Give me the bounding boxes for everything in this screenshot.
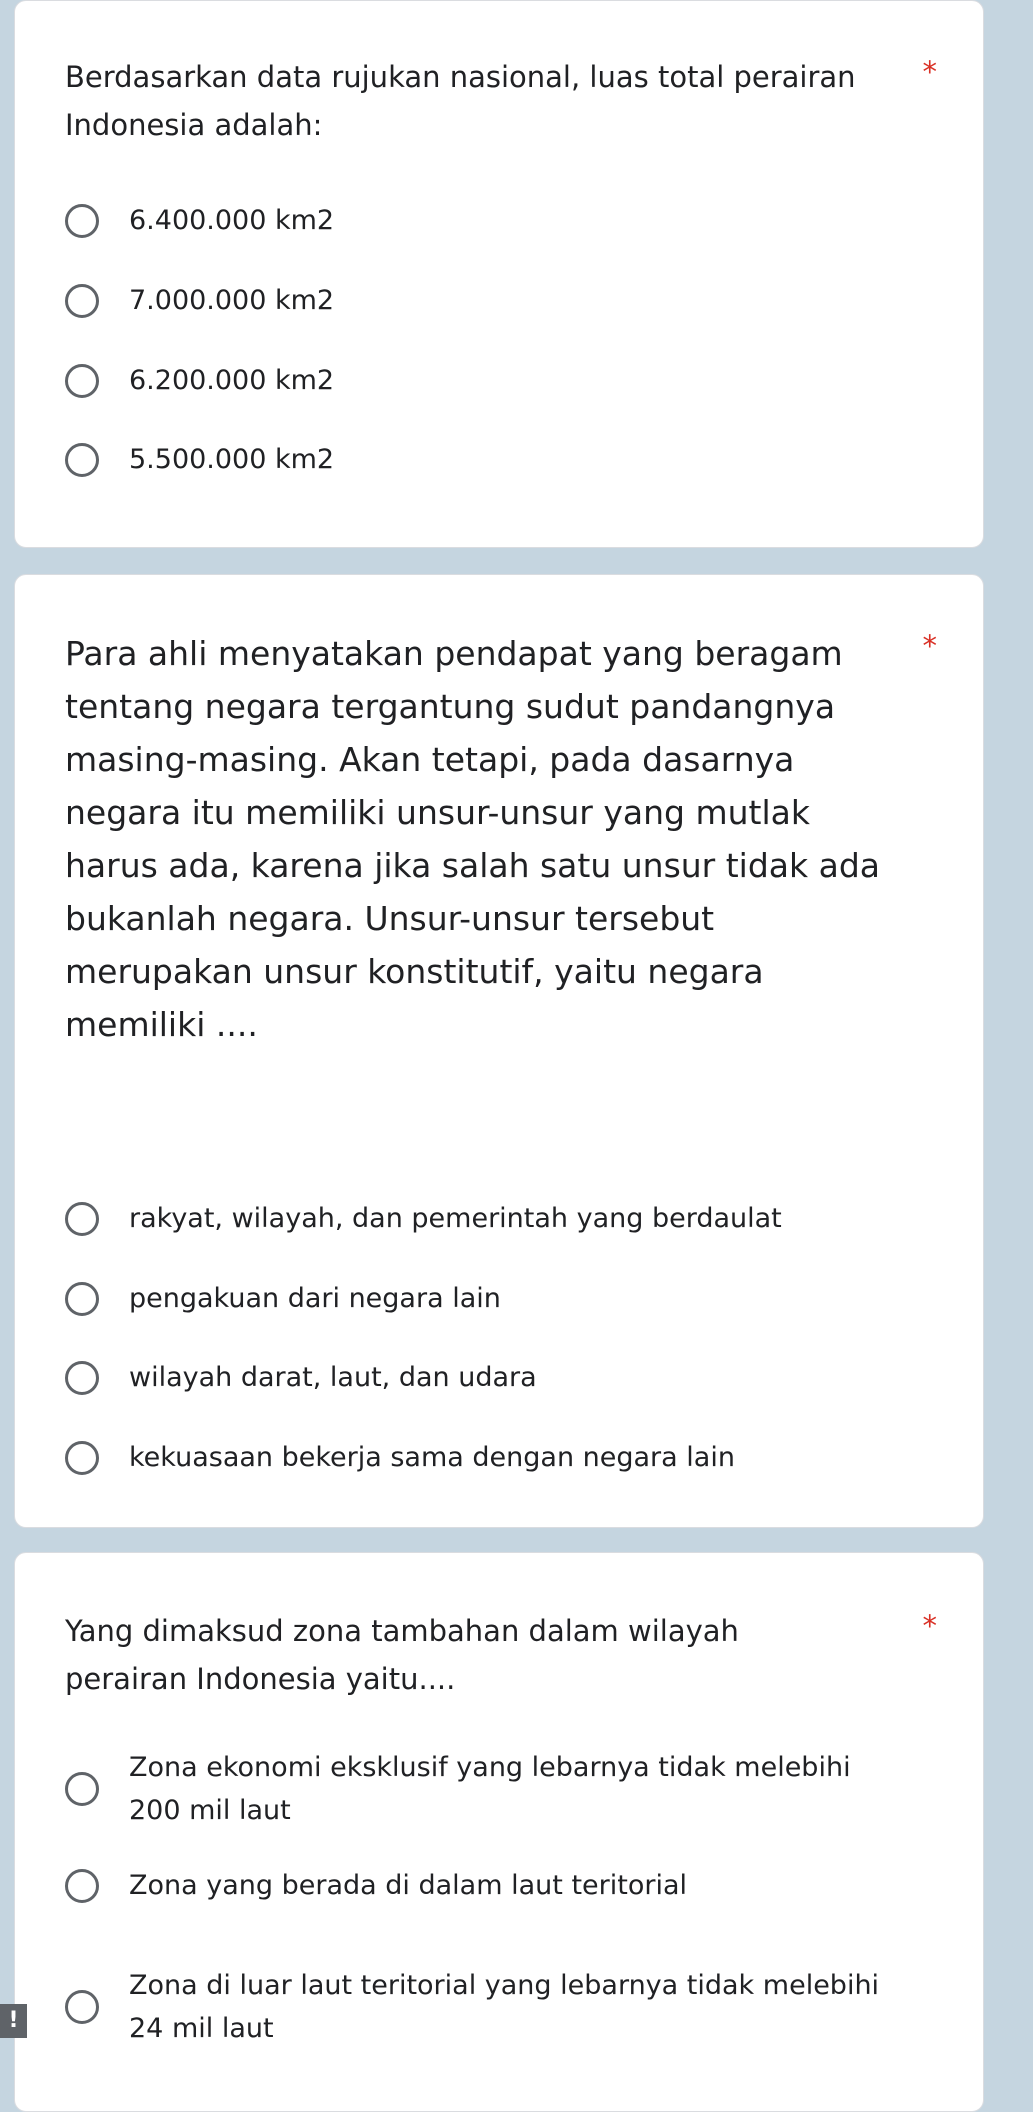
option-label: pengakuan dari negara lain [129, 1283, 501, 1314]
radio-option[interactable] [65, 1197, 943, 1240]
radio-circle-icon[interactable] [65, 1772, 99, 1806]
alert-icon[interactable]: ! [0, 2004, 27, 2038]
radio-circle-icon[interactable] [65, 1441, 99, 1475]
question-title: Para ahli menyatakan pendapat yang beragam tentang negara tergantung sudut pandangnya masing-masing. Akan tetapi, pada dasarnya negara itu memiliki unsur-unsur yang mutlak harus ada, karena jika salah satu unsur tidak ada bukanlah negara. Unsur-unsur tersebut merupakan unsur konstitutif, yaitu negara memiliki .... [65, 634, 881, 1044]
radio-option[interactable] [65, 1436, 943, 1479]
option-label: 6.200.000 km2 [129, 365, 335, 396]
required-asterisk: * [922, 629, 937, 663]
required-asterisk: * [922, 55, 937, 89]
radio-circle-icon[interactable] [65, 1869, 99, 1903]
radio-option[interactable] [65, 1864, 943, 1907]
radio-option[interactable] [65, 199, 943, 242]
radio-circle-icon[interactable] [65, 204, 99, 238]
question-title: Berdasarkan data rujukan nasional, luas total perairan Indonesia adalah: [65, 60, 856, 142]
radio-circle-icon[interactable] [65, 284, 99, 318]
radio-circle-icon[interactable] [65, 1282, 99, 1316]
radio-option[interactable] [65, 438, 943, 481]
option-label: 5.500.000 km2 [129, 444, 335, 475]
radio-circle-icon[interactable] [65, 443, 99, 477]
required-asterisk: * [922, 1609, 937, 1643]
radio-option[interactable] [65, 1356, 943, 1399]
radio-circle-icon[interactable] [65, 1361, 99, 1395]
option-label: 6.400.000 km2 [129, 205, 335, 236]
option-label: rakyat, wilayah, dan pemerintah yang berdaulat [129, 1203, 782, 1234]
radio-option[interactable] [65, 1277, 943, 1320]
option-label: Zona yang berada di dalam laut teritorial [129, 1870, 687, 1901]
radio-circle-icon[interactable] [65, 364, 99, 398]
radio-option[interactable] [65, 279, 943, 322]
question-card-1 [14, 0, 984, 548]
radio-circle-icon[interactable] [65, 1202, 99, 1236]
radio-option[interactable] [65, 1746, 943, 1832]
radio-option[interactable] [65, 1964, 943, 2050]
option-label: kekuasaan bekerja sama dengan negara lain [129, 1442, 735, 1473]
radio-circle-icon[interactable] [65, 1990, 99, 2024]
question-title: Yang dimaksud zona tambahan dalam wilayah perairan Indonesia yaitu.... [65, 1614, 739, 1696]
question-card-2 [14, 574, 984, 1528]
option-label: Zona di luar laut teritorial yang lebarnya tidak melebihi 24 mil laut [129, 1970, 880, 2044]
option-label: 7.000.000 km2 [129, 285, 335, 316]
radio-option[interactable] [65, 359, 943, 402]
option-label: Zona ekonomi eksklusif yang lebarnya tidak melebihi 200 mil laut [129, 1752, 851, 1826]
option-label: wilayah darat, laut, dan udara [129, 1362, 537, 1393]
question-card-3 [14, 1552, 984, 2112]
